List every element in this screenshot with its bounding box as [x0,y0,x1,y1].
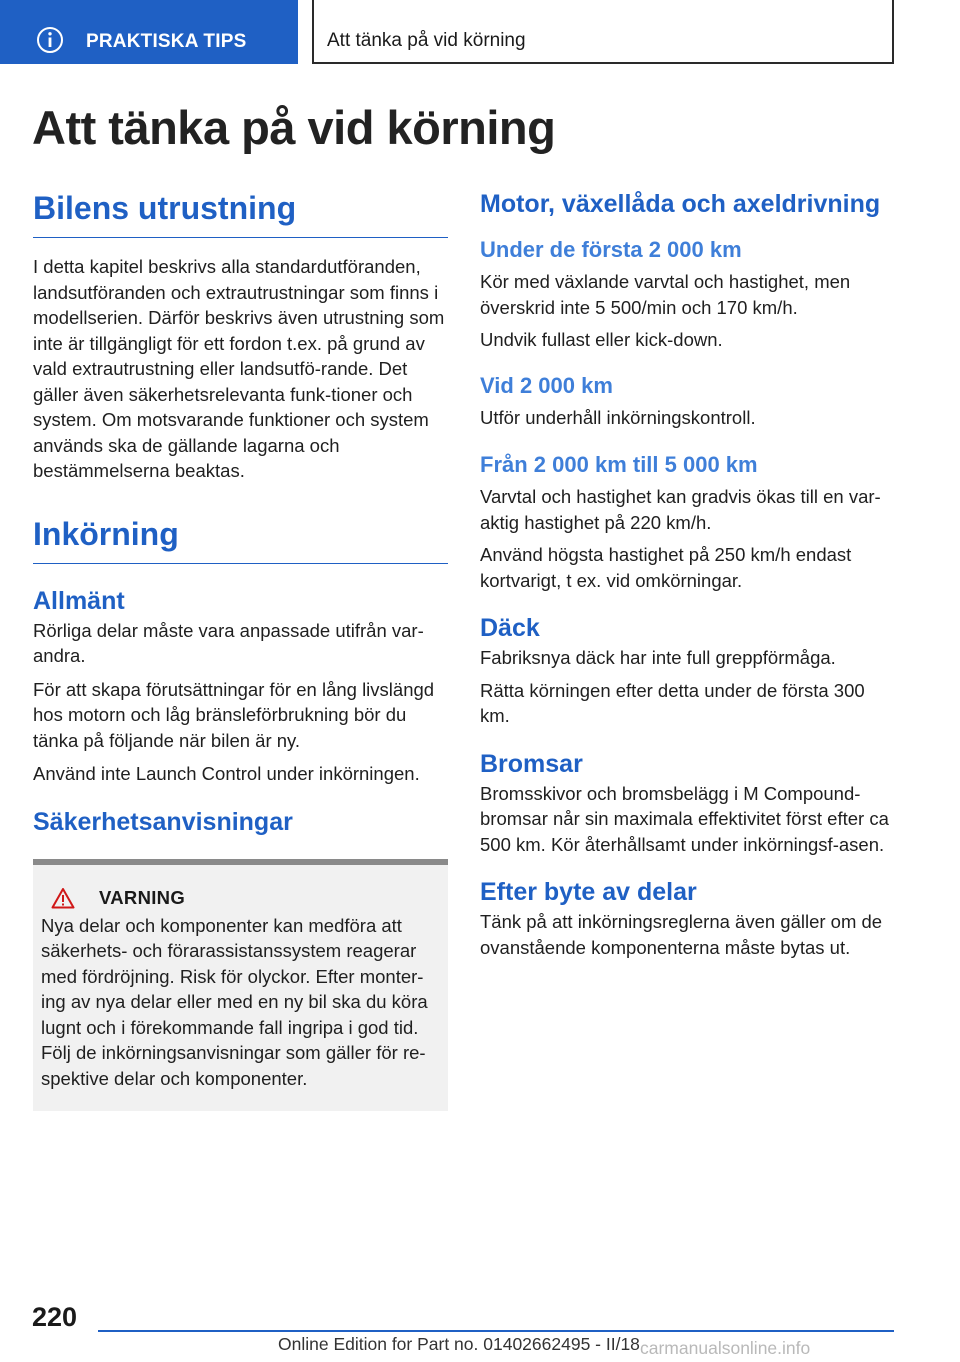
equipment-text: I detta kapitel beskrivs alla standardutföranden, landsutföranden och extrautrustningar som finns i modellserien. Därför beskrivs även utrustning som inte är tillgängligt för ett fordon t.ex. på grund av vald extrautrustning eller landsutfö-rande. Det gäller även säkerhetsrelevanta funk-tioner och system. Om motsvarande funktioner och system används ska de gällande lagarna och bestämmelserna beaktas. [33,256,445,481]
first-2000-paragraph-1: Kör med växlande varvtal och hastighet, men överskrid inte 5 500/min och 170 km/h. [480,271,851,318]
warning-text: Nya delar och komponenter kan medföra att säkerhets- och förarassistanssystem reagerar med fördröjning. Risk för olyckor. Efter monter-ing av nya delar eller med en ny bil ska du köra lugnt och i förekommande fall ingripa i god tid. Följ de inkörningsanvisningar som gäller för re-spektive delar och komponenter. [41,914,428,1089]
section-tab[interactable] [0,0,298,64]
footer-divider [98,1330,894,1332]
heading-from-2000: Från 2 000 km till 5 000 km [480,452,758,477]
chapter-header [312,0,894,64]
warning-header [51,887,440,909]
from-2000-paragraph-1: Varvtal och hastighet kan gradvis ökas till en var-aktig hastighet på 220 km/h. [480,486,881,533]
subheading-engine: Motor, växellåda och axeldrivning [480,190,881,218]
section-heading-equipment: Bilens utrustning [33,190,448,238]
section-tab-label: PRAKTISKA TIPS [86,31,247,52]
info-circle-icon [36,26,64,54]
warning-label: VARNING [99,886,186,908]
warning-triangle-icon [51,887,75,909]
general-paragraph-3: Använd inte Launch Control under inkörningen. [33,763,420,784]
general-paragraph-2: För att skapa förutsättningar för en lång livslängd hos motorn och låg bränsleförbrukning bör du tänka på följande när bilen är ny. [33,678,435,751]
brakes-paragraph: Bromsskivor och bromsbelägg i M Compound-bromsar når sin maximala effektivitet först efter ca 500 km. Kör återhållsamt under inkörningsf-asen. [480,782,889,855]
parts-paragraph: Tänk på att inkörningsreglerna även gäller om de ovanstående komponenterna måste bytas ut. [480,911,883,958]
left-column [33,190,448,1111]
subheading-brakes: Bromsar [480,749,583,778]
first-2000-paragraph-2: Undvik fullast eller kick-down. [480,329,723,350]
edition-text: Online Edition for Part no. 01402662495 - II/18 [278,1334,640,1354]
right-column [480,190,895,960]
warning-box [33,859,448,1112]
general-paragraph-1: Rörliga delar måste vara anpassade utifrån var-andra. [33,619,424,666]
page-number: 220 [32,1302,78,1332]
heading-first-2000: Under de första 2 000 km [480,237,742,262]
section-heading-break-in: Inkörning [33,516,448,564]
page-title: Att tänka på vid körning [32,101,556,154]
tires-paragraph-2: Rätta körningen efter detta under de första 300 km. [480,679,865,726]
watermark: carmanualsonline.info [640,1338,811,1358]
tires-paragraph-1: Fabriksnya däck har inte full greppförmåga. [480,647,836,668]
heading-at-2000: Vid 2 000 km [480,372,613,398]
subheading-safety: Säkerhetsanvisningar [33,807,293,836]
at-2000-paragraph: Utför underhåll inkörningskontroll. [480,406,756,428]
from-2000-paragraph-2: Använd högsta hastighet på 250 km/h endast kortvarigt, t ex. vid omkörningar. [480,544,852,591]
subheading-general: Allmänt [33,586,125,615]
chapter-header-title: Att tänka på vid körning [327,30,526,51]
subheading-tires: Däck [480,614,540,642]
subheading-parts: Efter byte av delar [480,878,697,906]
